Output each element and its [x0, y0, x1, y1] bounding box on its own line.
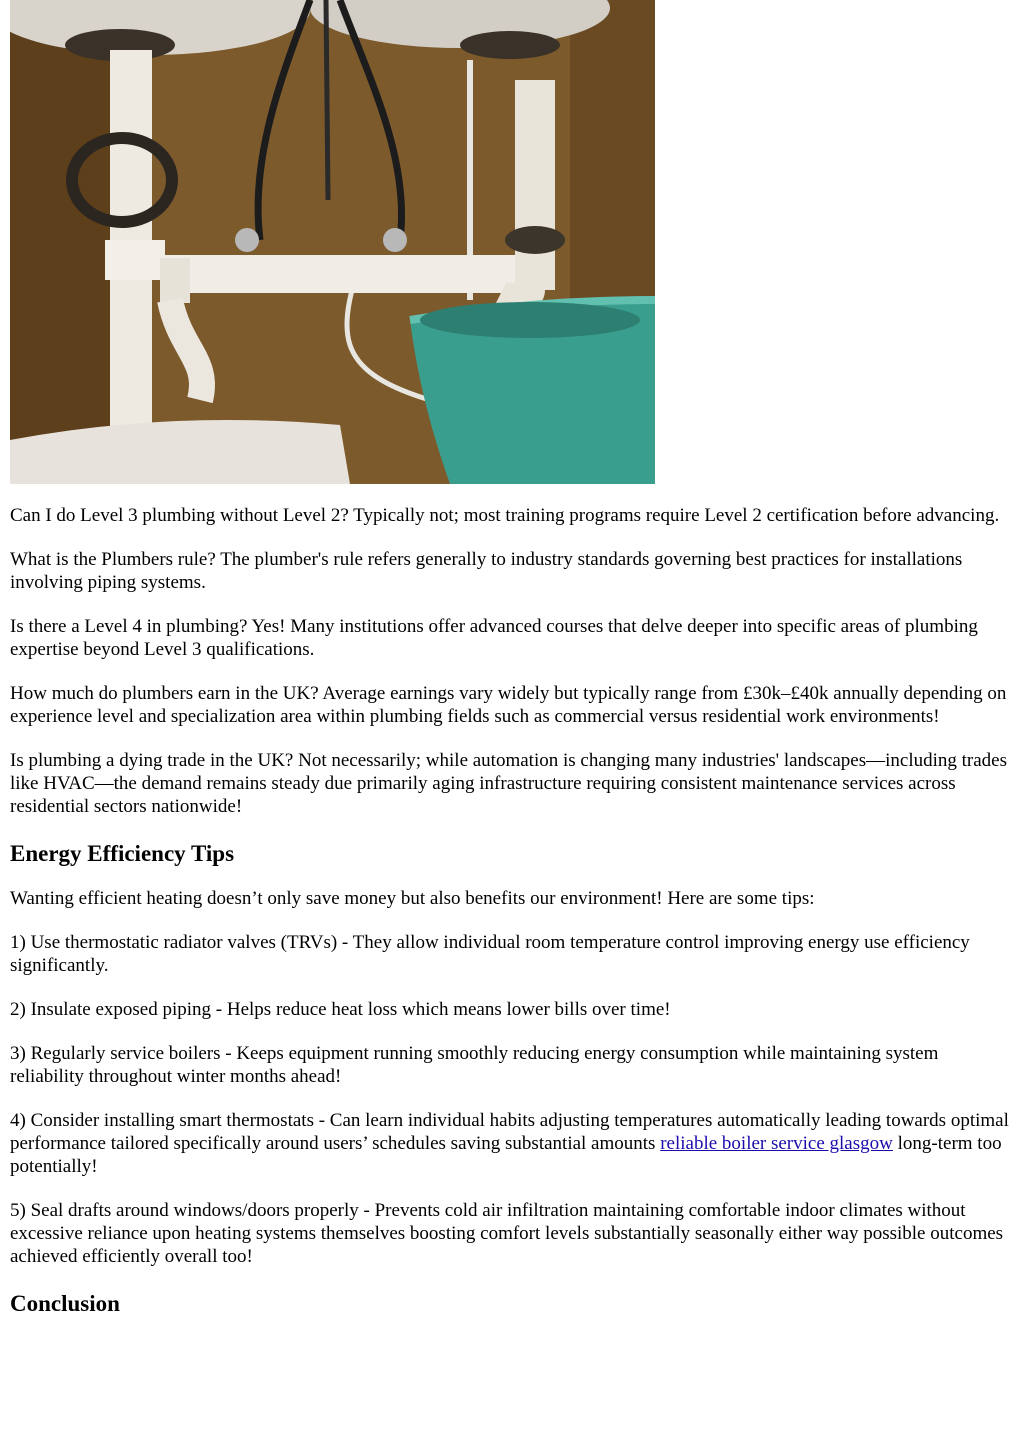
conclusion-heading: Conclusion	[10, 1291, 120, 1316]
faq-paragraph: Can I do Level 3 plumbing without Level 2? Typically not; most training programs require Level 2 certification before advancing.	[10, 505, 1000, 526]
faq-paragraph: Is there a Level 4 in plumbing? Yes! Many institutions offer advanced courses that delve deeper into specific areas of plumbing expertise beyond Level 3 qualifications.	[10, 616, 978, 660]
faq-paragraph: Is plumbing a dying trade in the UK? Not necessarily; while automation is changing many industries' landscapes—including trades like HVAC—the demand remains steady due primarily aging infrastructure requiring consistent maintenance services across residential sectors nationwide!	[10, 750, 1008, 817]
energy-efficiency-heading: Energy Efficiency Tips	[10, 841, 235, 866]
tip-paragraph-with-link	[10, 1109, 1014, 1178]
tip-paragraph: 2) Insulate exposed piping - Helps reduce heat loss which means lower bills over time!	[10, 999, 671, 1020]
tip-paragraph: 3) Regularly service boilers - Keeps equipment running smoothly reducing energy consumption while maintaining system reliability throughout winter months ahead!	[10, 1043, 939, 1087]
boiler-service-link[interactable]: reliable boiler service glasgow	[660, 1133, 893, 1154]
tip-paragraph: 1) Use thermostatic radiator valves (TRVs) - They allow individual room temperature control improving energy use efficiency significantly.	[10, 932, 970, 976]
energy-intro-paragraph: Wanting efficient heating doesn’t only save money but also benefits our environment! Here are some tips:	[10, 888, 815, 909]
tip-paragraph: 5) Seal drafts around windows/doors properly - Prevents cold air infiltration maintaining comfortable indoor climates without excessive reliance upon heating systems themselves boosting comfort levels substantially seasonally either way possible outcomes achieved efficiently overall too!	[10, 1200, 1004, 1267]
faq-paragraph: How much do plumbers earn in the UK? Average earnings vary widely but typically range from £30k–£40k annually depending on experience level and specialization area within plumbing fields such as commercial versus residential work environments!	[10, 683, 1007, 727]
article	[10, 0, 1014, 1337]
tip4-text-after: long-term too potentially!	[10, 1133, 1002, 1177]
faq-paragraph: What is the Plumbers rule? The plumber's rule refers generally to industry standards governing best practices for installations involving piping systems.	[10, 549, 963, 593]
tip4-text-before: 4) Consider installing smart thermostats - Can learn individual habits adjusting temperatures automatically leading towards optimal performance tailored specifically around users’ schedules saving substantial amounts	[10, 1110, 1009, 1154]
under-sink-plumbing-photo	[10, 0, 655, 484]
